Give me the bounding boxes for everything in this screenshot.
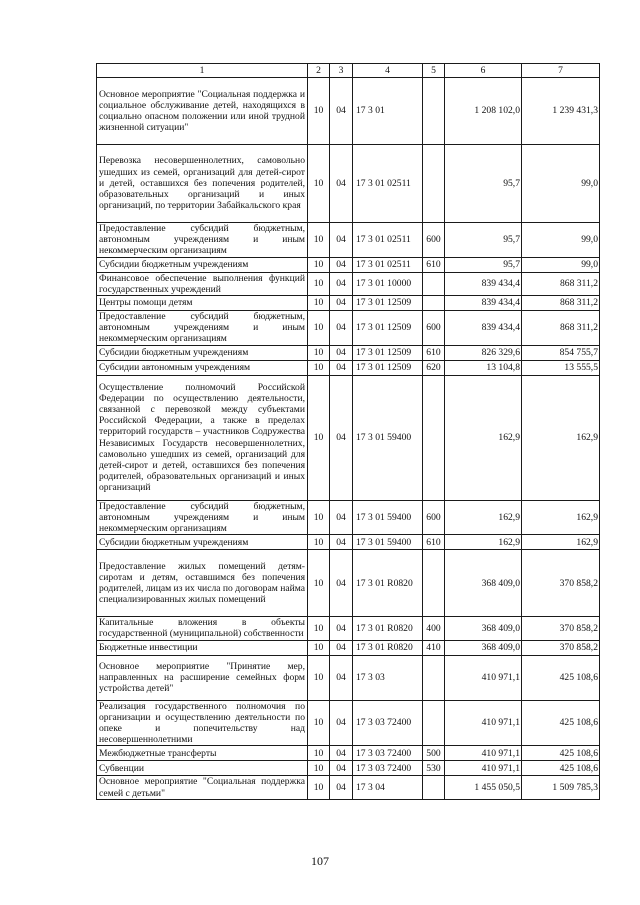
cell-amount-1: 410 971,1 <box>445 655 522 700</box>
cell-subsection: 04 <box>330 500 353 535</box>
cell-amount-2: 99,0 <box>522 257 600 272</box>
cell-amount-1: 368 409,0 <box>445 617 522 640</box>
cell-amount-2: 425 108,6 <box>522 655 600 700</box>
table-row <box>97 700 600 746</box>
table-row <box>97 655 600 700</box>
cell-amount-2: 13 555,5 <box>522 360 600 375</box>
table-body <box>97 78 600 800</box>
cell-amount-2: 425 108,6 <box>522 761 600 776</box>
cell-section: 10 <box>308 617 330 640</box>
cell-target-code: 17 3 01 12509 <box>353 311 423 346</box>
cell-subsection: 04 <box>330 145 353 223</box>
cell-name: Основное мероприятие "Принятие мер, направленных на расширение семейных форм устройства детей" <box>97 655 308 700</box>
table-row <box>97 375 600 500</box>
cell-subsection: 04 <box>330 375 353 500</box>
table-row <box>97 345 600 360</box>
table-row <box>97 640 600 655</box>
cell-expense-type <box>423 272 445 295</box>
cell-name: Финансовое обеспечение выполнения функций государственных учреждений <box>97 272 308 295</box>
cell-amount-2: 370 858,2 <box>522 617 600 640</box>
cell-section: 10 <box>308 776 330 799</box>
cell-expense-type: 600 <box>423 500 445 535</box>
cell-name: Бюджетные инвестиции <box>97 640 308 655</box>
table-row <box>97 145 600 223</box>
cell-subsection: 04 <box>330 272 353 295</box>
cell-subsection: 04 <box>330 535 353 550</box>
table-row <box>97 776 600 799</box>
cell-amount-1: 95,7 <box>445 145 522 223</box>
cell-target-code: 17 3 03 72400 <box>353 746 423 761</box>
cell-name: Осуществление полномочий Российской Федерации по осуществлению деятельности, связанной с перевозкой между субъектами Российской Федерации, а также в пределах территорий государств – участников Содружества Независимых Государств несовершеннолетних, самовольно ушедших из семей, организаций для детей-сирот и детей, оставшихся без попечения родителей, образовательных организаций и иных организаций <box>97 375 308 500</box>
cell-expense-type <box>423 145 445 223</box>
table-row <box>97 257 600 272</box>
cell-section: 10 <box>308 311 330 346</box>
cell-section: 10 <box>308 640 330 655</box>
cell-amount-1: 13 104,8 <box>445 360 522 375</box>
cell-section: 10 <box>308 296 330 311</box>
cell-subsection: 04 <box>330 296 353 311</box>
cell-amount-1: 410 971,1 <box>445 746 522 761</box>
cell-subsection: 04 <box>330 78 353 145</box>
cell-expense-type <box>423 375 445 500</box>
cell-target-code: 17 3 01 <box>353 78 423 145</box>
cell-target-code: 17 3 03 72400 <box>353 761 423 776</box>
cell-target-code: 17 3 01 59400 <box>353 500 423 535</box>
cell-amount-2: 99,0 <box>522 145 600 223</box>
cell-section: 10 <box>308 360 330 375</box>
cell-subsection: 04 <box>330 655 353 700</box>
cell-amount-2: 1 509 785,3 <box>522 776 600 799</box>
cell-target-code: 17 3 01 02511 <box>353 257 423 272</box>
cell-target-code: 17 3 01 10000 <box>353 272 423 295</box>
table-row <box>97 535 600 550</box>
cell-subsection: 04 <box>330 617 353 640</box>
cell-target-code: 17 3 03 <box>353 655 423 700</box>
cell-target-code: 17 3 01 59400 <box>353 375 423 500</box>
cell-amount-1: 95,7 <box>445 223 522 258</box>
cell-section: 10 <box>308 257 330 272</box>
cell-target-code: 17 3 01 12509 <box>353 296 423 311</box>
cell-amount-1: 162,9 <box>445 375 522 500</box>
cell-subsection: 04 <box>330 776 353 799</box>
cell-name: Перевозка несовершеннолетних, самовольно ушедших из семей, организаций для детей-сирот и детей, оставшихся без попечения родителей, образовательных организаций и иных организаций, по территории Забайкальского края <box>97 145 308 223</box>
cell-section: 10 <box>308 746 330 761</box>
cell-target-code: 17 3 01 R0820 <box>353 550 423 617</box>
cell-expense-type: 600 <box>423 223 445 258</box>
cell-amount-2: 162,9 <box>522 535 600 550</box>
cell-section: 10 <box>308 375 330 500</box>
cell-subsection: 04 <box>330 700 353 746</box>
cell-expense-type: 610 <box>423 535 445 550</box>
column-header-4: 4 <box>353 64 423 78</box>
cell-target-code: 17 3 04 <box>353 776 423 799</box>
cell-amount-1: 410 971,1 <box>445 700 522 746</box>
column-header-7: 7 <box>522 64 600 78</box>
cell-name: Субсидии бюджетным учреждениям <box>97 535 308 550</box>
cell-expense-type <box>423 296 445 311</box>
cell-amount-2: 854 755,7 <box>522 345 600 360</box>
column-header-1: 1 <box>97 64 308 78</box>
column-header-2: 2 <box>308 64 330 78</box>
cell-target-code: 17 3 01 R0820 <box>353 640 423 655</box>
cell-expense-type <box>423 78 445 145</box>
column-header-5: 5 <box>423 64 445 78</box>
table-row <box>97 617 600 640</box>
table-row <box>97 360 600 375</box>
cell-section: 10 <box>308 655 330 700</box>
cell-amount-2: 1 239 431,3 <box>522 78 600 145</box>
cell-section: 10 <box>308 145 330 223</box>
cell-amount-1: 95,7 <box>445 257 522 272</box>
table-row <box>97 746 600 761</box>
cell-amount-2: 162,9 <box>522 375 600 500</box>
cell-amount-2: 370 858,2 <box>522 640 600 655</box>
cell-amount-1: 839 434,4 <box>445 272 522 295</box>
cell-name: Предоставление жилых помещений детям-сиротам и детям, оставшимся без попечения родителей, лицам из их числа по договорам найма специализированных жилых помещений <box>97 550 308 617</box>
cell-section: 10 <box>308 550 330 617</box>
cell-expense-type: 400 <box>423 617 445 640</box>
table-row <box>97 311 600 346</box>
cell-amount-2: 162,9 <box>522 500 600 535</box>
table-row <box>97 223 600 258</box>
cell-section: 10 <box>308 223 330 258</box>
cell-expense-type <box>423 700 445 746</box>
cell-section: 10 <box>308 345 330 360</box>
cell-name: Капитальные вложения в объекты государственной (муниципальной) собственности <box>97 617 308 640</box>
cell-target-code: 17 3 01 12509 <box>353 360 423 375</box>
cell-amount-2: 425 108,6 <box>522 746 600 761</box>
cell-amount-1: 368 409,0 <box>445 640 522 655</box>
cell-amount-1: 839 434,4 <box>445 296 522 311</box>
cell-name: Предоставление субсидий бюджетным, автономным учреждениям и иным некоммерческим организациям <box>97 223 308 258</box>
cell-amount-2: 868 311,2 <box>522 296 600 311</box>
cell-expense-type: 600 <box>423 311 445 346</box>
cell-subsection: 04 <box>330 223 353 258</box>
cell-amount-2: 370 858,2 <box>522 550 600 617</box>
cell-amount-1: 826 329,6 <box>445 345 522 360</box>
cell-expense-type: 500 <box>423 746 445 761</box>
cell-subsection: 04 <box>330 311 353 346</box>
page-number: 107 <box>311 854 329 868</box>
cell-name: Предоставление субсидий бюджетным, автономным учреждениям и иным некоммерческим организациям <box>97 500 308 535</box>
cell-section: 10 <box>308 535 330 550</box>
cell-subsection: 04 <box>330 257 353 272</box>
cell-expense-type <box>423 655 445 700</box>
cell-amount-2: 868 311,2 <box>522 311 600 346</box>
cell-name: Субсидии бюджетным учреждениям <box>97 257 308 272</box>
cell-target-code: 17 3 03 72400 <box>353 700 423 746</box>
table-row <box>97 500 600 535</box>
cell-name: Субсидии бюджетным учреждениям <box>97 345 308 360</box>
table-row <box>97 78 600 145</box>
cell-amount-1: 162,9 <box>445 535 522 550</box>
cell-amount-1: 1 208 102,0 <box>445 78 522 145</box>
cell-name: Субвенции <box>97 761 308 776</box>
cell-expense-type: 530 <box>423 761 445 776</box>
table-row <box>97 272 600 295</box>
cell-section: 10 <box>308 500 330 535</box>
cell-target-code: 17 3 01 02511 <box>353 223 423 258</box>
cell-name: Предоставление субсидий бюджетным, автономным учреждениям и иным некоммерческим организациям <box>97 311 308 346</box>
cell-expense-type: 610 <box>423 257 445 272</box>
table-header-row <box>97 64 600 78</box>
cell-expense-type <box>423 776 445 799</box>
cell-amount-2: 99,0 <box>522 223 600 258</box>
cell-name: Межбюджетные трансферты <box>97 746 308 761</box>
cell-target-code: 17 3 01 02511 <box>353 145 423 223</box>
cell-section: 10 <box>308 761 330 776</box>
cell-name: Центры помощи детям <box>97 296 308 311</box>
cell-amount-1: 410 971,1 <box>445 761 522 776</box>
cell-name: Субсидии автономным учреждениям <box>97 360 308 375</box>
column-header-6: 6 <box>445 64 522 78</box>
cell-target-code: 17 3 01 R0820 <box>353 617 423 640</box>
cell-amount-1: 1 455 050,5 <box>445 776 522 799</box>
cell-amount-2: 425 108,6 <box>522 700 600 746</box>
cell-name: Реализация государственного полномочия по организации и осуществлению деятельности по опеке и попечительству над несовершеннолетними <box>97 700 308 746</box>
cell-subsection: 04 <box>330 640 353 655</box>
cell-expense-type: 610 <box>423 345 445 360</box>
cell-subsection: 04 <box>330 550 353 617</box>
cell-target-code: 17 3 01 12509 <box>353 345 423 360</box>
cell-name: Основное мероприятие "Социальная поддержка семей с детьми" <box>97 776 308 799</box>
cell-amount-1: 162,9 <box>445 500 522 535</box>
cell-expense-type <box>423 550 445 617</box>
cell-name: Основное мероприятие "Социальная поддержка и социальное обслуживание детей, находящихся в социально опасном положении или иной трудной жизненной ситуации" <box>97 78 308 145</box>
cell-subsection: 04 <box>330 360 353 375</box>
cell-expense-type: 410 <box>423 640 445 655</box>
budget-table <box>96 63 600 800</box>
cell-section: 10 <box>308 78 330 145</box>
table-row <box>97 296 600 311</box>
table-row <box>97 550 600 617</box>
cell-subsection: 04 <box>330 761 353 776</box>
cell-amount-2: 868 311,2 <box>522 272 600 295</box>
cell-section: 10 <box>308 272 330 295</box>
column-header-3: 3 <box>330 64 353 78</box>
cell-section: 10 <box>308 700 330 746</box>
cell-subsection: 04 <box>330 746 353 761</box>
table-row <box>97 761 600 776</box>
cell-target-code: 17 3 01 59400 <box>353 535 423 550</box>
cell-expense-type: 620 <box>423 360 445 375</box>
cell-amount-1: 368 409,0 <box>445 550 522 617</box>
cell-subsection: 04 <box>330 345 353 360</box>
cell-amount-1: 839 434,4 <box>445 311 522 346</box>
